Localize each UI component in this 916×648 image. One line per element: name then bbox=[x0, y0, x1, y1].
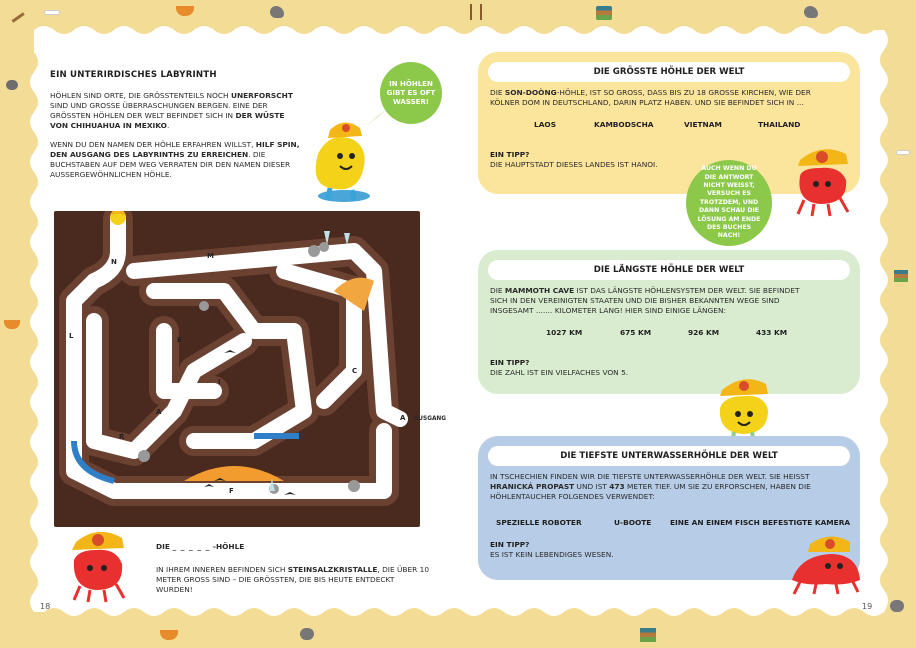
maze-letter-a2: A bbox=[400, 414, 406, 422]
card3-option-2[interactable]: U-BOOTE bbox=[614, 518, 652, 527]
text-run: DIE bbox=[490, 286, 505, 295]
text-run: UND IST bbox=[574, 482, 610, 491]
text-run: IST DAS LÄNGSTE HÖHLENSYSTEM DER WELT. SIE BEFINDET SICH IN DEN VEREINIGTEN STAATEN UND DIE BISHER BEKANNTEN WEGE SIND INSGESAMT ....... KILOMETER LANG! HIER SIND EINIGE LÄNGEN: bbox=[490, 286, 800, 315]
maze-letter-m: M bbox=[207, 252, 214, 260]
card2-tip: DIE ZAHL IST EIN VIELFACHES VON 5. bbox=[490, 368, 629, 377]
left-crystal-paragraph bbox=[156, 565, 430, 595]
red-miner-character-top bbox=[790, 140, 860, 218]
maze-letter-l: L bbox=[69, 332, 74, 340]
red-miner-character-left bbox=[62, 520, 136, 604]
maze-letter-a1: A bbox=[156, 408, 162, 416]
hint-bubble-text: AUCH WENN DU DIE ANTWORT NICHT WEISST, VERSUCH ES TROTZDEM, UND DANN SCHAU DIE LÖSUNG AM ENDE DES BUCHES NACH! bbox=[697, 165, 761, 240]
card1-tip-label: EIN TIPP? bbox=[490, 150, 530, 159]
card1-option-3[interactable]: VIETNAM bbox=[684, 120, 722, 129]
card3-title: DIE TIEFSTE UNTERWASSERHÖHLE DER WELT bbox=[488, 446, 850, 466]
bold-text: SON-DOÒNG bbox=[504, 88, 557, 97]
text-run: SIND UND GROSSE ÜBERRASCHUNGEN BERGEN. EINE DER GRÖSSTEN HÖHLEN DER WELT BEFINDET SICH IN bbox=[50, 101, 268, 120]
left-instructions-paragraph bbox=[50, 140, 300, 180]
maze-paths bbox=[54, 211, 420, 527]
answer-blanks[interactable]: _ _ _ _ _ bbox=[172, 542, 211, 551]
card1-text bbox=[490, 88, 840, 108]
red-miner-character-bottom bbox=[786, 530, 866, 596]
text-run: IN IHREM INNEREN BEFINDEN SICH bbox=[156, 565, 288, 574]
answer-line bbox=[156, 542, 244, 551]
answer-prefix: DIE bbox=[156, 542, 170, 551]
maze bbox=[54, 211, 420, 527]
text-run: . bbox=[166, 121, 170, 130]
card2-option-3[interactable]: 926 KM bbox=[688, 328, 720, 337]
card1-option-2[interactable]: KAMBODSCHA bbox=[594, 120, 654, 129]
card1-title: DIE GRÖSSTE HÖHLE DER WELT bbox=[488, 62, 850, 82]
card3-option-3[interactable]: EINE AN EINEM FISCH BEFESTIGTE KAMERA bbox=[670, 518, 851, 527]
water-speech-bubble bbox=[380, 62, 442, 124]
hint-speech-bubble bbox=[686, 160, 772, 246]
text-run: -HÖHLE, IST SO GROSS, DASS BIS ZU 18 GROSSE KIRCHEN, WIE DER KÖLNER DOM IN DEUTSCHLAND, DARIN PLATZ HABEN. UND SIE BEFINDET SICH IN ... bbox=[490, 88, 811, 107]
card3-tip-label: EIN TIPP? bbox=[490, 540, 530, 549]
text-run: HÖHLEN SIND ORTE, DIE GRÖSSTENTEILS NOCH bbox=[50, 91, 231, 100]
card2-text bbox=[490, 286, 806, 316]
bold-text: STEINSALZKRISTALLE bbox=[287, 565, 378, 574]
bold-text: DER WÜSTE VON CHIHUAHUA IN MEXIKO bbox=[50, 111, 285, 130]
bold-text: HILF SPIN, DEN AUSGANG DES LABYRINTHS ZU ERREICHEN bbox=[50, 140, 300, 159]
card-longest-cave bbox=[478, 250, 860, 394]
bold-text: HRANICKÁ PROPAST bbox=[490, 482, 575, 491]
page-number-right: 19 bbox=[862, 602, 873, 611]
card3-text bbox=[490, 472, 842, 502]
card1-tip: DIE HAUPTSTADT DIESES LANDES IST HANOI. bbox=[490, 160, 658, 169]
maze-exit-label: AUSGANG bbox=[414, 416, 447, 422]
card3-option-1[interactable]: SPEZIELLE ROBOTER bbox=[496, 518, 582, 527]
left-title: EIN UNTERIRDISCHES LABYRINTH bbox=[50, 70, 217, 80]
maze-letter-e: E bbox=[177, 336, 182, 344]
card1-option-4[interactable]: THAILAND bbox=[758, 120, 801, 129]
text-run: WENN DU DEN NAMEN DER HÖHLE ERFAHREN WILLST, bbox=[50, 140, 256, 149]
maze-letter-r: R bbox=[119, 433, 125, 441]
card2-option-4[interactable]: 433 KM bbox=[756, 328, 788, 337]
maze-letter-n: N bbox=[111, 258, 117, 266]
card2-tip-label: EIN TIPP? bbox=[490, 358, 530, 367]
answer-suffix: -HÖHLE bbox=[212, 542, 245, 551]
maze-letter-i: I bbox=[218, 378, 221, 386]
water-bubble-text: IN HÖHLEN GIBT ES OFT WASSER! bbox=[386, 79, 436, 106]
maze-letter-c: C bbox=[352, 367, 358, 375]
yellow-miner-character-right bbox=[712, 368, 776, 444]
card2-option-2[interactable]: 675 KM bbox=[620, 328, 652, 337]
bold-text: MAMMOTH CAVE bbox=[504, 286, 575, 295]
card2-title: DIE LÄNGSTE HÖHLE DER WELT bbox=[488, 260, 850, 280]
maze-letter-f: F bbox=[229, 487, 234, 495]
page-number-left: 18 bbox=[40, 602, 51, 611]
bold-text: UNERFORSCHT bbox=[230, 91, 293, 100]
text-run: , DIE ÜBER 10 METER GROSS SIND – DIE GRÖSSTEN, DIE BIS HEUTE ENTDECKT WURDEN! bbox=[156, 565, 430, 594]
yellow-miner-character bbox=[300, 110, 386, 206]
card1-option-1[interactable]: LAOS bbox=[534, 120, 557, 129]
text-run: . DIE BUCHSTABEN AUF DEM WEG VERRATEN DIR DEN NAMEN DIESER AUSSERGEWÖHNLICHEN HÖHLE. bbox=[50, 150, 291, 179]
card2-option-1[interactable]: 1027 KM bbox=[546, 328, 583, 337]
text-run: DIE bbox=[490, 88, 505, 97]
bold-text: 473 bbox=[609, 482, 625, 491]
text-run: IN TSCHECHIEN FINDEN WIR DIE TIEFSTE UNTERWASSERHÖHLE DER WELT. SIE HEISST bbox=[490, 472, 810, 481]
left-intro-paragraph bbox=[50, 91, 300, 131]
card3-tip: ES IST KEIN LEBENDIGES WESEN. bbox=[490, 550, 614, 559]
text-run: METER TIEF. UM SIE ZU ERFORSCHEN, HABEN DIE HÖHLENTAUCHER FOLGENDES VERWENDET: bbox=[490, 482, 811, 501]
